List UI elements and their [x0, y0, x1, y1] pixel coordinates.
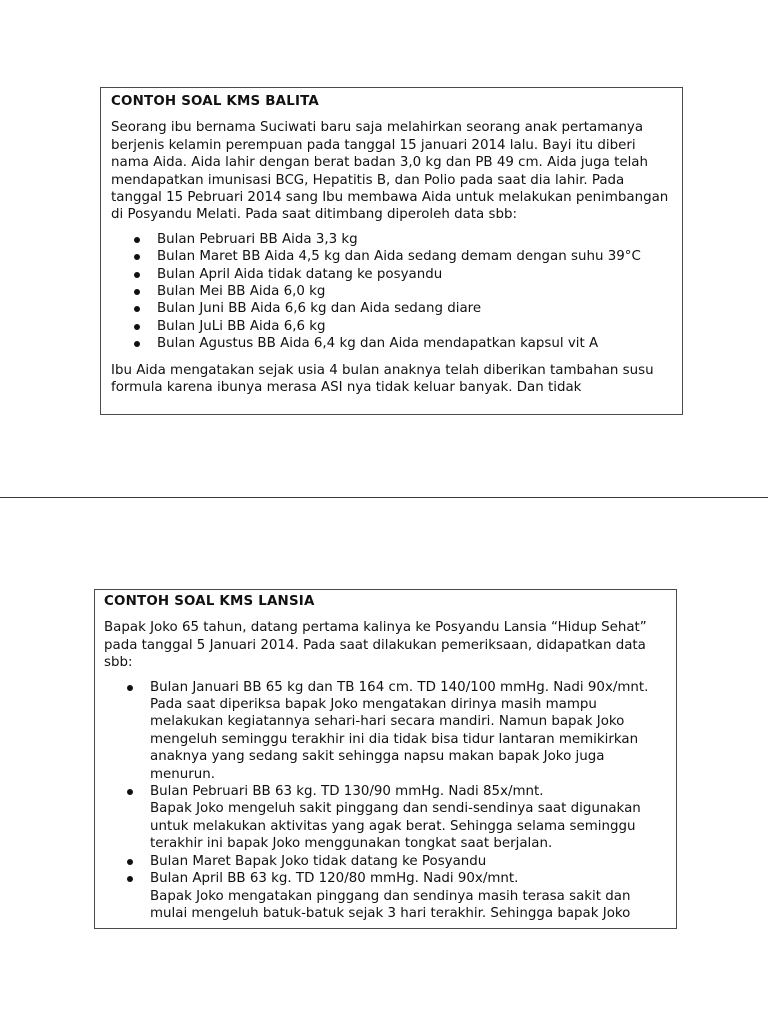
list-item: Bulan Juni BB Aida 6,6 kg dan Aida sedang diare	[111, 300, 673, 317]
list-item	[104, 783, 667, 853]
list-item: Bulan Pebruari BB Aida 3,3 kg	[111, 231, 673, 248]
data-list	[111, 231, 673, 353]
data-list	[104, 679, 667, 923]
list-item: Bulan Maret BB Aida 4,5 kg dan Aida sedang demam dengan suhu 39°C	[111, 248, 673, 265]
list-item: Bulan JuLi BB Aida 6,6 kg	[111, 318, 673, 335]
card-title: CONTOH SOAL KMS BALITA	[111, 94, 319, 109]
list-item: Bulan Agustus BB Aida 6,4 kg dan Aida mendapatkan kapsul vit A	[111, 335, 673, 352]
list-item	[104, 679, 667, 783]
card-title: CONTOH SOAL KMS LANSIA	[104, 594, 315, 609]
list-item	[104, 870, 667, 922]
list-item-main: Bulan April BB 63 kg. TD 120/80 mmHg. Nadi 90x/mnt.	[150, 871, 519, 887]
list-item: Bulan April Aida tidak datang ke posyandu	[111, 266, 673, 283]
list-item	[104, 853, 667, 870]
card-kms-balita	[100, 87, 683, 415]
list-item-detail: Bapak Joko mengatakan pinggang dan sendinya masih terasa sakit dan mulai mengeluh batuk-batuk sejak 3 hari terakhir. Sehingga bapak Joko	[150, 888, 631, 921]
closing-paragraph: Ibu Aida mengatakan sejak usia 4 bulan anaknya telah diberikan tambahan susu formula karena ibunya merasa ASI nya tidak keluar banyak. Dan tidak	[111, 362, 654, 396]
list-item-main: Bulan Januari BB 65 kg dan TB 164 cm. TD 140/100 mmHg. Nadi 90x/mnt.	[150, 679, 649, 695]
page-divider	[0, 497, 768, 498]
list-item: Bulan Mei BB Aida 6,0 kg	[111, 283, 673, 300]
intro-paragraph: Bapak Joko 65 tahun, datang pertama kalinya ke Posyandu Lansia “Hidup Sehat” pada tanggal 5 Januari 2014. Pada saat dilakukan pemeriksaan, didapatkan data sbb:	[104, 620, 647, 671]
list-item-main: Bulan Maret Bapak Joko tidak datang ke Posyandu	[150, 853, 487, 869]
list-item-detail: Pada saat diperiksa bapak Joko mengatakan dirinya masih mampu melakukan kegiatannya sehari-hari secara mandiri. Namun bapak Joko mengeluh seminggu terakhir ini dia tidak bisa tidur lantaran memikirkan anaknya yang sedang sakit sehingga napsu makan bapak Joko juga menurun.	[150, 697, 639, 782]
list-item-main: Bulan Pebruari BB 63 kg. TD 130/90 mmHg. Nadi 85x/mnt.	[150, 784, 544, 800]
card-kms-lansia	[94, 589, 677, 929]
intro-paragraph: Seorang ibu bernama Suciwati baru saja melahirkan seorang anak pertamanya berjenis kelamin perempuan pada tanggal 15 januari 2014 lalu. Bayi itu diberi nama Aida. Aida lahir dengan berat badan 3,0 kg dan PB 49 cm. Aida juga telah mendapatkan imunisasi BCG, Hepatitis B, dan Polio pada saat dia lahir. Pada tanggal 15 Pebruari 2014 sang Ibu membawa Aida untuk melakukan penimbangan di Posyandu Melati. Pada saat ditimbang diperoleh data sbb:	[111, 120, 669, 223]
list-item-detail: Bapak Joko mengeluh sakit pinggang dan sendi-sendinya saat digunakan untuk melakukan aktivitas yang agak berat. Sehingga selama seminggu terakhir ini bapak Joko menggunakan tongkat saat berjalan.	[150, 801, 641, 852]
